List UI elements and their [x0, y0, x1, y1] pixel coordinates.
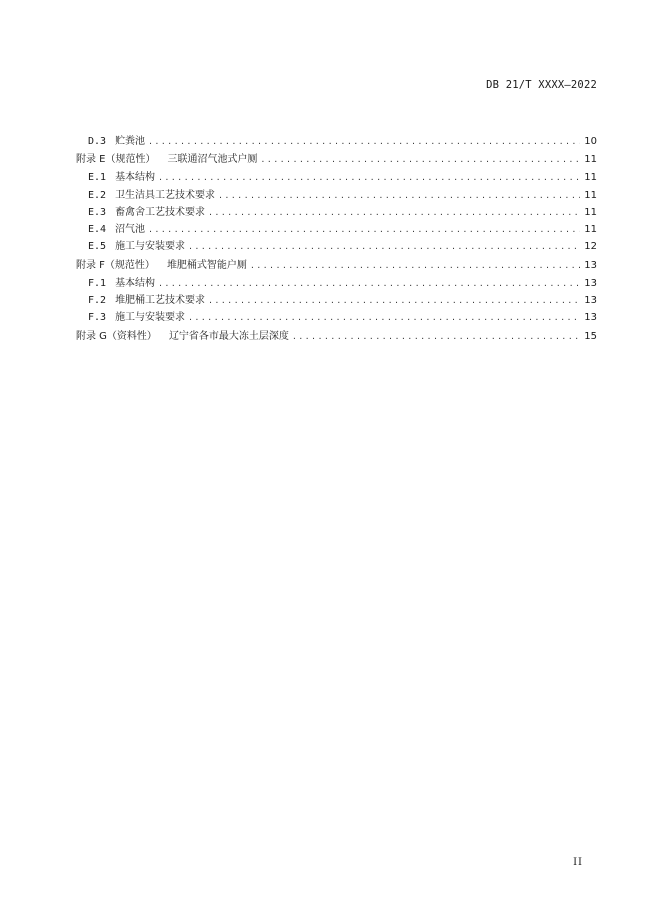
toc-entry-e1[interactable]	[76, 169, 597, 186]
toc-entry-page: 11	[584, 224, 597, 236]
toc-entry-d3[interactable]	[76, 133, 597, 150]
toc-entry-title: 卫生洁具工艺技术要求	[115, 189, 216, 201]
toc-entry-number: F.2	[88, 295, 107, 307]
toc-dot-leader	[250, 256, 580, 275]
toc-entry-number: 附录 G（资料性）	[76, 330, 157, 342]
toc-entry-page: 13	[584, 312, 597, 324]
toc-entry-e3[interactable]	[76, 204, 597, 221]
toc-dot-leader	[218, 187, 580, 204]
toc-dot-leader	[208, 292, 580, 309]
toc-entry-number: E.5	[88, 241, 107, 253]
toc-entry-title: 基本结构	[115, 172, 156, 184]
toc-entry-number: D.3	[88, 136, 107, 147]
toc-entry-page: 11	[584, 206, 597, 218]
toc-entry-e5[interactable]	[76, 238, 597, 255]
toc-entry-number: E.3	[88, 206, 107, 218]
toc-entry-f1[interactable]	[76, 275, 597, 292]
document-code: DB 21/T XXXX—2022	[486, 79, 597, 91]
toc-entry-page: 13	[584, 295, 597, 307]
toc-entry-title: 三联通沼气池式户厕	[167, 154, 258, 166]
toc-dot-leader	[261, 150, 581, 169]
toc-dot-leader	[148, 133, 580, 150]
page-number: II	[573, 857, 583, 868]
toc-entry-e2[interactable]	[76, 187, 597, 204]
toc-entry-page: 11	[584, 172, 597, 184]
toc-entry-number: E.4	[88, 224, 107, 236]
toc-entry-page: 13	[584, 277, 597, 289]
toc-entry-e4[interactable]	[76, 221, 597, 238]
toc-entry-page: 13	[584, 259, 597, 271]
toc-entry-appendix-g[interactable]	[76, 327, 597, 346]
toc-entry-number: 附录 F（规范性）	[76, 259, 155, 271]
toc-entry-page: 12	[584, 241, 597, 253]
toc-entry-f3[interactable]	[76, 309, 597, 326]
toc-entry-title: 堆肥桶式智能户厕	[166, 259, 247, 271]
table-of-contents	[76, 133, 597, 346]
toc-entry-appendix-f[interactable]	[76, 256, 597, 275]
toc-entry-number: F.3	[88, 312, 107, 324]
toc-entry-title: 施工与安装要求	[115, 312, 186, 324]
toc-entry-number: E.1	[88, 172, 107, 184]
toc-entry-title: 贮粪池	[115, 136, 146, 147]
toc-dot-leader	[188, 309, 580, 326]
toc-entry-number: E.2	[88, 189, 107, 201]
toc-entry-number: F.1	[88, 277, 107, 289]
toc-dot-leader	[188, 238, 580, 255]
toc-entry-title: 施工与安装要求	[115, 241, 186, 253]
toc-entry-title: 畜禽舍工艺技术要求	[115, 206, 206, 218]
toc-entry-page: 15	[584, 330, 597, 342]
toc-entry-page: 11	[584, 154, 597, 166]
toc-entry-f2[interactable]	[76, 292, 597, 309]
toc-entry-title: 沼气池	[115, 224, 146, 236]
toc-entry-number: 附录 E（规范性）	[76, 154, 156, 166]
toc-entry-page: 10	[584, 136, 597, 147]
toc-dot-leader	[158, 169, 580, 186]
toc-entry-appendix-e[interactable]	[76, 150, 597, 169]
toc-dot-leader	[292, 327, 580, 346]
toc-dot-leader	[158, 275, 580, 292]
toc-entry-title: 辽宁省各市最大冻土层深度	[168, 330, 289, 342]
toc-dot-leader	[148, 221, 580, 238]
toc-entry-title: 堆肥桶工艺技术要求	[115, 295, 206, 307]
toc-dot-leader	[208, 204, 580, 221]
toc-entry-page: 11	[584, 189, 597, 201]
toc-entry-title: 基本结构	[115, 277, 156, 289]
